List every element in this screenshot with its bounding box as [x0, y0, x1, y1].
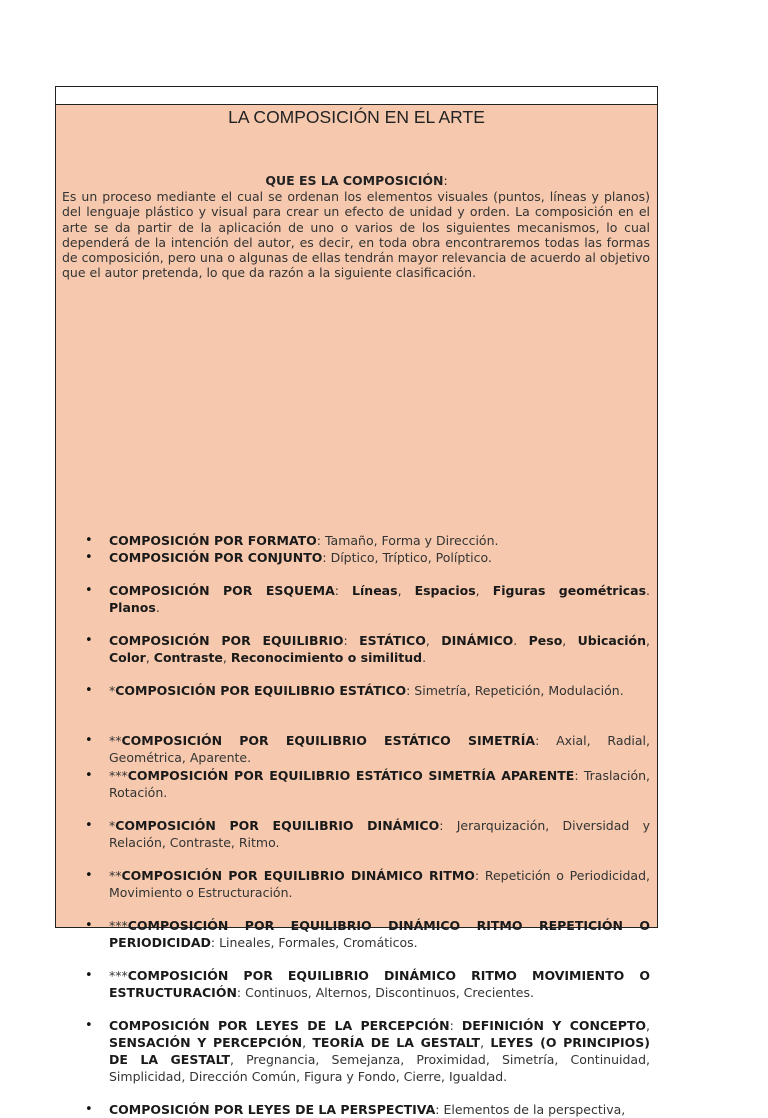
list-item-text: **: [109, 732, 122, 748]
list-item-text: : Axial, Radial, Geométrica, Aparente.: [109, 732, 650, 765]
list-item-bold-text: COMPOSICIÓN POR LEYES DE LA PERSPECTIVA: [109, 1101, 436, 1117]
document-title: LA COMPOSICIÓN EN EL ARTE: [228, 107, 485, 127]
list-item: [56, 682, 650, 699]
list-item-text: : Traslación, Rotación.: [109, 767, 650, 800]
list-item: [56, 532, 650, 549]
list-item-text: ,: [397, 582, 415, 598]
list-item: [56, 549, 650, 566]
bullet-icon: •: [85, 549, 93, 565]
list-item-bold-text: DINÁMICO: [441, 632, 514, 648]
list-item-text: *: [109, 817, 116, 833]
list-item-text: : Continuos, Alternos, Discontinuos, Crecientes.: [236, 984, 534, 1000]
bullet-icon: •: [85, 917, 93, 933]
list-item-bold-text: COMPOSICIÓN POR FORMATO: [109, 532, 317, 548]
bullet-icon: •: [85, 532, 93, 548]
list-item-text: .: [155, 599, 160, 615]
bullet-icon: •: [85, 767, 93, 783]
section-heading-colon: :: [443, 173, 448, 188]
list-item-bold-text: TEORÍA DE LA GESTALT: [312, 1034, 481, 1050]
list-item-bold-text: COMPOSICIÓN POR CONJUNTO: [109, 549, 323, 565]
header-row: [56, 87, 657, 105]
list-item-bold-text: Espacios: [414, 582, 476, 598]
list-item: [56, 1101, 650, 1118]
list-item-text: *: [109, 682, 116, 698]
list-item-text: .: [513, 632, 529, 648]
list-item-text: :: [449, 1017, 462, 1033]
list-item-bold-text: Figuras geométricas: [492, 582, 647, 598]
list-item-text: : Díptico, Tríptico, Políptico.: [322, 549, 492, 565]
list-item-bold-text: COMPOSICIÓN POR EQUILIBRIO DINÁMICO RITMO: [121, 867, 475, 883]
list-item: [56, 732, 650, 766]
list-item-bold-text: ESTÁTICO: [359, 632, 426, 648]
bullet-icon: •: [85, 867, 93, 883]
list-item: [56, 582, 650, 616]
list-item-text: ,: [425, 632, 442, 648]
list-item-text: .: [646, 582, 651, 598]
list-item-text: : Lineales, Formales, Cromáticos.: [210, 934, 418, 950]
bullet-icon: •: [85, 632, 93, 648]
list-item-bold-text: COMPOSICIÓN POR EQUILIBRIO DINÁMICO: [115, 817, 440, 833]
list-item-bold-text: LEYES (O PRINCIPIOS) DE LA GESTALT: [109, 1034, 650, 1067]
list-item-bold-text: Peso: [528, 632, 563, 648]
list-item-bold-text: COMPOSICIÓN POR EQUILIBRIO ESTÁTICO SIMETRÍA: [121, 732, 536, 748]
list-item: [56, 1017, 650, 1085]
list-item-bold-text: Líneas: [352, 582, 398, 598]
list-item-text: .: [422, 649, 427, 665]
list-item: [56, 767, 650, 801]
list-item-text: ,: [646, 632, 651, 648]
list-item: [56, 632, 650, 666]
list-item-bold-text: DEFINICIÓN Y CONCEPTO: [461, 1017, 647, 1033]
list-item-bold-text: COMPOSICIÓN POR EQUILIBRIO ESTÁTICO: [115, 682, 407, 698]
list-item-text: :: [343, 632, 360, 648]
bullet-icon: •: [85, 582, 93, 598]
list-item-bold-text: COMPOSICIÓN POR EQUILIBRIO DINÁMICO RITMO REPETICIÓN O PERIODICIDAD: [109, 917, 650, 950]
list-item-text: ,: [480, 1034, 491, 1050]
document-frame: [55, 86, 658, 1117]
section-heading: [56, 173, 657, 189]
list-item: [56, 967, 650, 1001]
list-item-text: ,: [646, 1017, 650, 1033]
bullet-icon: •: [85, 732, 93, 748]
list-item-bold-text: COMPOSICIÓN POR EQUILIBRIO: [109, 632, 344, 648]
list-item-bold-text: Reconocimiento o similitud: [230, 649, 423, 665]
list-item-text: ***: [109, 917, 128, 933]
list-item-bold-text: Color: [109, 649, 146, 665]
list-item-text: ,: [302, 1034, 313, 1050]
list-item-text: **: [109, 867, 122, 883]
list-item-text: , Pregnancia, Semejanza, Proximidad, Simetría, Continuidad, Simplicidad, Dirección Común, Figura y Fondo, Cierre, Igualdad.: [109, 1051, 650, 1084]
bullet-icon: •: [85, 967, 93, 983]
list-item-text: ***: [109, 767, 128, 783]
list-item-text: :: [334, 582, 353, 598]
list-item-text: : Jerarquización, Diversidad y Relación, Contraste, Ritmo.: [109, 817, 650, 850]
list-item-bold-text: Contraste: [153, 649, 223, 665]
list-item-text: ,: [145, 649, 154, 665]
list-item-text: : Tamaño, Forma y Dirección.: [316, 532, 499, 548]
list-item-bold-text: Planos: [109, 599, 156, 615]
list-item-text: ***: [109, 967, 128, 983]
list-item-bold-text: SENSACIÓN Y PERCEPCIÓN: [109, 1034, 303, 1050]
list-item-text: : Elementos de la perspectiva,: [435, 1101, 626, 1117]
list-item-bold-text: Ubicación: [577, 632, 647, 648]
list-item-bold-text: COMPOSICIÓN POR LEYES DE LA PERCEPCIÓN: [109, 1017, 450, 1033]
list-item-bold-text: COMPOSICIÓN POR EQUILIBRIO DINÁMICO RITMO MOVIMIENTO O ESTRUCTURACIÓN: [109, 967, 650, 1000]
list-item-text: : Simetría, Repetición, Modulación.: [406, 682, 624, 698]
bullet-icon: •: [85, 1017, 93, 1033]
list-item: [56, 867, 650, 901]
intro-paragraph: Es un proceso mediante el cual se ordenan los elementos visuales (puntos, líneas y planos) del lenguaje plástico y visual para crear un efecto de unidad y orden. La composición en el arte se da partir de la aplicación de uno o varios de los siguientes mecanismos, lo cual dependerá de la intención del autor, es decir, en toda obra encontraremos todas las formas de composición, pero una o algunas de ellas tendrán mayor relevancia de acuerdo al objetivo que el autor pretenda, lo que da razón a la siguiente clasificación.: [62, 189, 650, 281]
bullet-icon: •: [85, 682, 93, 698]
list-item-text: ,: [222, 649, 231, 665]
list-item: [56, 817, 650, 851]
list-item-bold-text: COMPOSICIÓN POR EQUILIBRIO ESTÁTICO SIMETRÍA APARENTE: [127, 767, 575, 783]
section-heading-text: QUE ES LA COMPOSICIÓN: [265, 173, 444, 188]
bullet-icon: •: [85, 817, 93, 833]
list-item-text: : Repetición o Periodicidad, Movimiento o Estructuración.: [109, 867, 650, 900]
list-item-bold-text: COMPOSICIÓN POR ESQUEMA: [109, 582, 335, 598]
list-item: [56, 917, 650, 951]
list-item-text: ,: [562, 632, 578, 648]
bullet-icon: •: [85, 1101, 93, 1117]
list-item-text: ,: [475, 582, 493, 598]
